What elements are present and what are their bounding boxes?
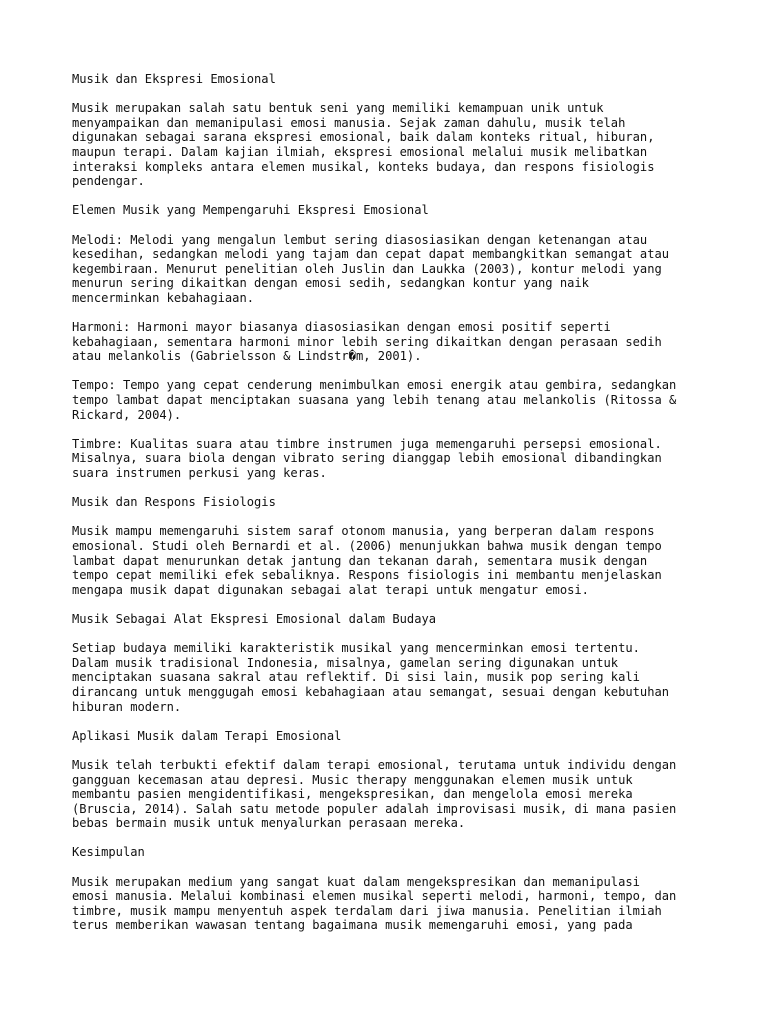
paragraph bbox=[72, 320, 708, 364]
text-line: menyampaikan dan memanipulasi emosi manusia. Sejak zaman dahulu, musik telah bbox=[72, 115, 626, 130]
text-line: menciptakan suasana sakral atau reflektif. Di sisi lain, musik pop sering kali bbox=[72, 670, 640, 685]
section-heading bbox=[72, 72, 708, 87]
text-line: atau melankolis (Gabrielsson & Lindstr�m, 2001). bbox=[72, 349, 422, 364]
text-line: emosional. Studi oleh Bernardi et al. (2006) menunjukkan bahwa musik dengan tempo bbox=[72, 539, 662, 553]
text-line: mencerminkan kebahagiaan. bbox=[72, 290, 255, 305]
text-line: Misalnya, suara biola dengan vibrato sering dianggap lebih emosional dibandingkan bbox=[72, 451, 662, 466]
text-line: kegembiraan. Menurut penelitian oleh Juslin dan Laukka (2003), kontur melodi yang bbox=[72, 261, 662, 276]
section-heading bbox=[72, 729, 708, 744]
text-line: Musik dan Respons Fisiologis bbox=[72, 495, 276, 510]
text-line: Musik merupakan salah satu bentuk seni yang memiliki kemampuan unik untuk bbox=[72, 101, 604, 116]
text-line: Musik telah terbukti efektif dalam terapi emosional, terutama untuk individu dengan bbox=[72, 757, 677, 772]
text-line: maupun terapi. Dalam kajian ilmiah, ekspresi emosional melalui musik melibatkan bbox=[72, 144, 648, 159]
text-line: Aplikasi Musik dalam Terapi Emosional bbox=[72, 728, 342, 743]
text-line: Timbre: Kualitas suara atau timbre instrumen juga memengaruhi persepsi emosional. bbox=[72, 436, 662, 451]
text-line: Melodi: Melodi yang mengalun lembut sering diasosiasikan dengan ketenangan atau bbox=[72, 232, 648, 247]
section-heading bbox=[72, 495, 708, 510]
paragraph bbox=[72, 758, 708, 831]
paragraph bbox=[72, 437, 708, 481]
text-line: pendengar. bbox=[72, 174, 145, 189]
paragraph bbox=[72, 378, 708, 422]
paragraph bbox=[72, 524, 708, 597]
section-heading bbox=[72, 845, 708, 860]
text-line: emosi manusia. Melalui kombinasi elemen musikal seperti melodi, harmoni, tempo, dan bbox=[72, 889, 677, 904]
text-line: kesedihan, sedangkan melodi yang tajam dan cepat dapat membangkitkan semangat atau bbox=[72, 247, 670, 262]
text-line: lambat dapat menurunkan detak jantung dan tekanan darah, sementara musik dengan bbox=[72, 553, 648, 568]
text-line: bebas bermain musik untuk menyalurkan perasaan mereka. bbox=[72, 816, 466, 831]
paragraph bbox=[72, 641, 708, 714]
text-line: dirancang untuk menggugah emosi kebahagiaan atau semangat, sesuai dengan kebutuhan bbox=[72, 684, 670, 699]
section-heading bbox=[72, 203, 708, 218]
text-line: mengapa musik dapat digunakan sebagai alat terapi untuk mengatur emosi. bbox=[72, 582, 589, 597]
text-line: tempo cepat memiliki efek sebaliknya. Respons fisiologis ini membantu menjelaskan bbox=[72, 568, 662, 583]
text-line: Musik merupakan medium yang sangat kuat dalam mengekspresikan dan memanipulasi bbox=[72, 874, 640, 889]
text-line: Musik Sebagai Alat Ekspresi Emosional dalam Budaya bbox=[72, 611, 437, 626]
text-line: Musik mampu memengaruhi sistem saraf otonom manusia, yang berperan dalam respons bbox=[72, 524, 655, 539]
text-line: interaksi kompleks antara elemen musikal, konteks budaya, dan respons fisiologis bbox=[72, 159, 655, 174]
text-line: terus memberikan wawasan tentang bagaimana musik memengaruhi emosi, yang pada bbox=[72, 918, 633, 933]
text-line: tempo lambat dapat menciptakan suasana yang lebih tenang atau melankolis (Ritossa & bbox=[72, 393, 677, 408]
text-line: suara instrumen perkusi yang keras. bbox=[72, 466, 327, 481]
section-heading bbox=[72, 612, 708, 627]
paragraph bbox=[72, 875, 708, 933]
text-line: Harmoni: Harmoni mayor biasanya diasosiasikan dengan emosi positif seperti bbox=[72, 320, 611, 335]
text-line: menurun sering dikaitkan dengan emosi sedih, sedangkan kontur yang naik bbox=[72, 276, 589, 291]
text-line: gangguan kecemasan atau depresi. Music therapy menggunakan elemen musik untuk bbox=[72, 772, 633, 787]
paragraph bbox=[72, 233, 708, 306]
text-line: membantu pasien mengidentifikasi, mengekspresikan, dan mengelola emosi mereka bbox=[72, 787, 633, 802]
text-line: Dalam musik tradisional Indonesia, misalnya, gamelan sering digunakan untuk bbox=[72, 655, 619, 670]
text-line: Tempo: Tempo yang cepat cenderung menimbulkan emosi energik atau gembira, sedangkan bbox=[72, 378, 677, 393]
text-line: Musik dan Ekspresi Emosional bbox=[72, 72, 276, 86]
paragraph bbox=[72, 101, 708, 189]
text-line: (Bruscia, 2014). Salah satu metode populer adalah improvisasi musik, di mana pasien bbox=[72, 801, 677, 816]
text-line: digunakan sebagai sarana ekspresi emosional, baik dalam konteks ritual, hiburan, bbox=[72, 130, 655, 145]
text-line: Elemen Musik yang Mempengaruhi Ekspresi Emosional bbox=[72, 203, 429, 218]
text-line: kebahagiaan, sementara harmoni minor lebih sering dikaitkan dengan perasaan sedih bbox=[72, 334, 662, 349]
text-line: Kesimpulan bbox=[72, 845, 145, 860]
text-line: Setiap budaya memiliki karakteristik musikal yang mencerminkan emosi tertentu. bbox=[72, 641, 640, 656]
text-line: hiburan modern. bbox=[72, 699, 182, 714]
text-line: Rickard, 2004). bbox=[72, 407, 182, 422]
text-line: timbre, musik mampu menyentuh aspek terdalam dari jiwa manusia. Penelitian ilmiah bbox=[72, 903, 662, 918]
